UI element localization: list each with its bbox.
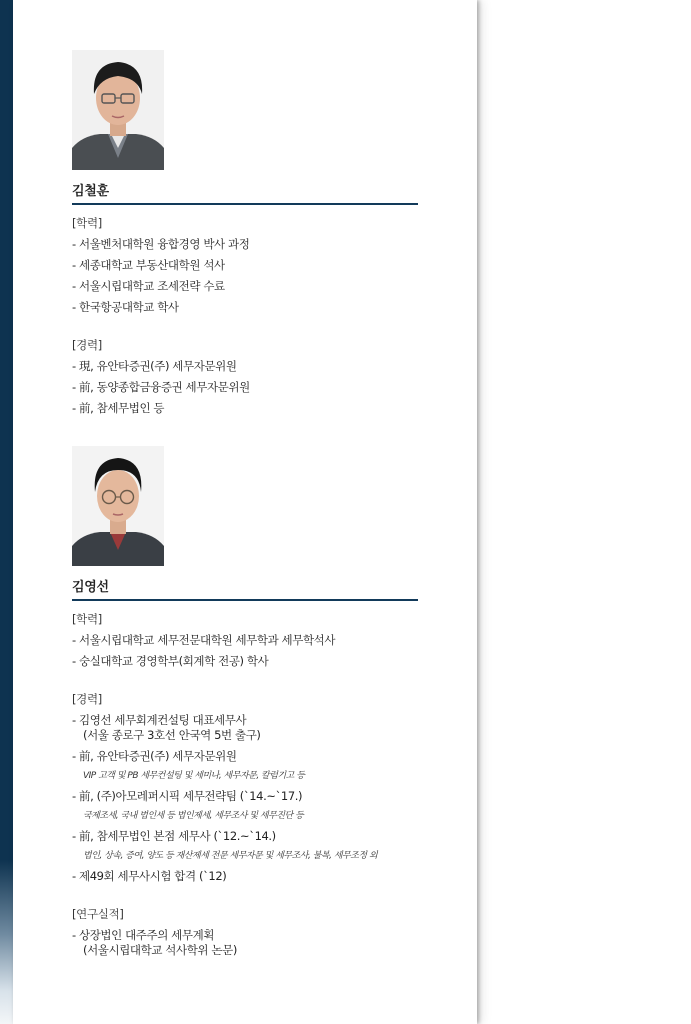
education-heading: [학력] xyxy=(72,612,102,626)
education-item: - 한국항공대학교 학사 xyxy=(72,300,179,314)
profile-photo xyxy=(72,50,164,170)
career-item: - 前, 동양종합금융증권 세무자문위원 xyxy=(72,380,250,394)
education-heading: [학력] xyxy=(72,216,102,230)
education-item: - 서울벤처대학원 융합경영 박사 과정 xyxy=(72,237,250,251)
research-heading: [연구실적] xyxy=(72,907,124,921)
career-item-text: - 김영선 세무회계컨설팅 대표세무사 xyxy=(72,713,247,727)
career-item: - 제49회 세무사시험 합격 (`12) xyxy=(72,869,227,883)
research-item-text: - 상장법인 대주주의 세무계획 xyxy=(72,928,215,942)
education-item: - 서울시립대학교 조세전략 수료 xyxy=(72,279,225,293)
career-item-note: 국제조세, 국내 법인세 등 법인제세, 세무조사 및 세무진단 등 xyxy=(83,811,304,821)
education-item: - 세종대학교 부동산대학원 석사 xyxy=(72,258,225,272)
portrait-photo-2 xyxy=(72,446,164,566)
career-item-note: VIP 고객 및 PB 세무컨설팅 및 세미나, 세무자문, 칼럼기고 등 xyxy=(83,771,305,781)
profile-details xyxy=(72,215,418,416)
portrait-photo-1 xyxy=(72,50,164,170)
career-heading: [경력] xyxy=(72,338,102,352)
research-item xyxy=(72,928,418,958)
career-item-note: 법인, 상속, 증여, 양도 등 재산제세 전문 세무자문 및 세무조사, 불복, 세무조정 외 xyxy=(83,851,378,861)
career-item: - 現, 유안타증권(주) 세무자문위원 xyxy=(72,359,237,373)
career-item: - 前, 참세무법인 등 xyxy=(72,401,165,415)
profile-page xyxy=(13,0,477,1024)
profile-name: 김영선 xyxy=(72,576,418,601)
profile-kim-youngsun xyxy=(72,446,418,964)
right-blank-area xyxy=(477,0,691,1024)
career-item: - 前, 참세무법인 본점 세무사 (`12.~`14.) xyxy=(72,829,276,843)
career-item: - 前, 유안타증권(주) 세무자문위원 xyxy=(72,749,237,763)
education-item: - 서울시립대학교 세무전문대학원 세무학과 세무학석사 xyxy=(72,633,336,647)
career-item xyxy=(72,713,418,743)
profile-details xyxy=(72,611,418,958)
career-heading: [경력] xyxy=(72,692,102,706)
research-item-subtext: (서울시립대학교 석사학위 논문) xyxy=(83,943,237,957)
profile-photo xyxy=(72,446,164,566)
career-item: - 前, (주)아모레퍼시픽 세무전략팀 (`14.~`17.) xyxy=(72,789,303,803)
left-accent-bar-gradient xyxy=(0,860,13,1024)
profile-kim-cheolhun xyxy=(72,50,418,422)
career-item-subtext: (서울 종로구 3호선 안국역 5번 출구) xyxy=(83,728,261,742)
education-item: - 숭실대학교 경영학부(회계학 전공) 학사 xyxy=(72,654,269,668)
profile-name: 김철훈 xyxy=(72,180,418,205)
